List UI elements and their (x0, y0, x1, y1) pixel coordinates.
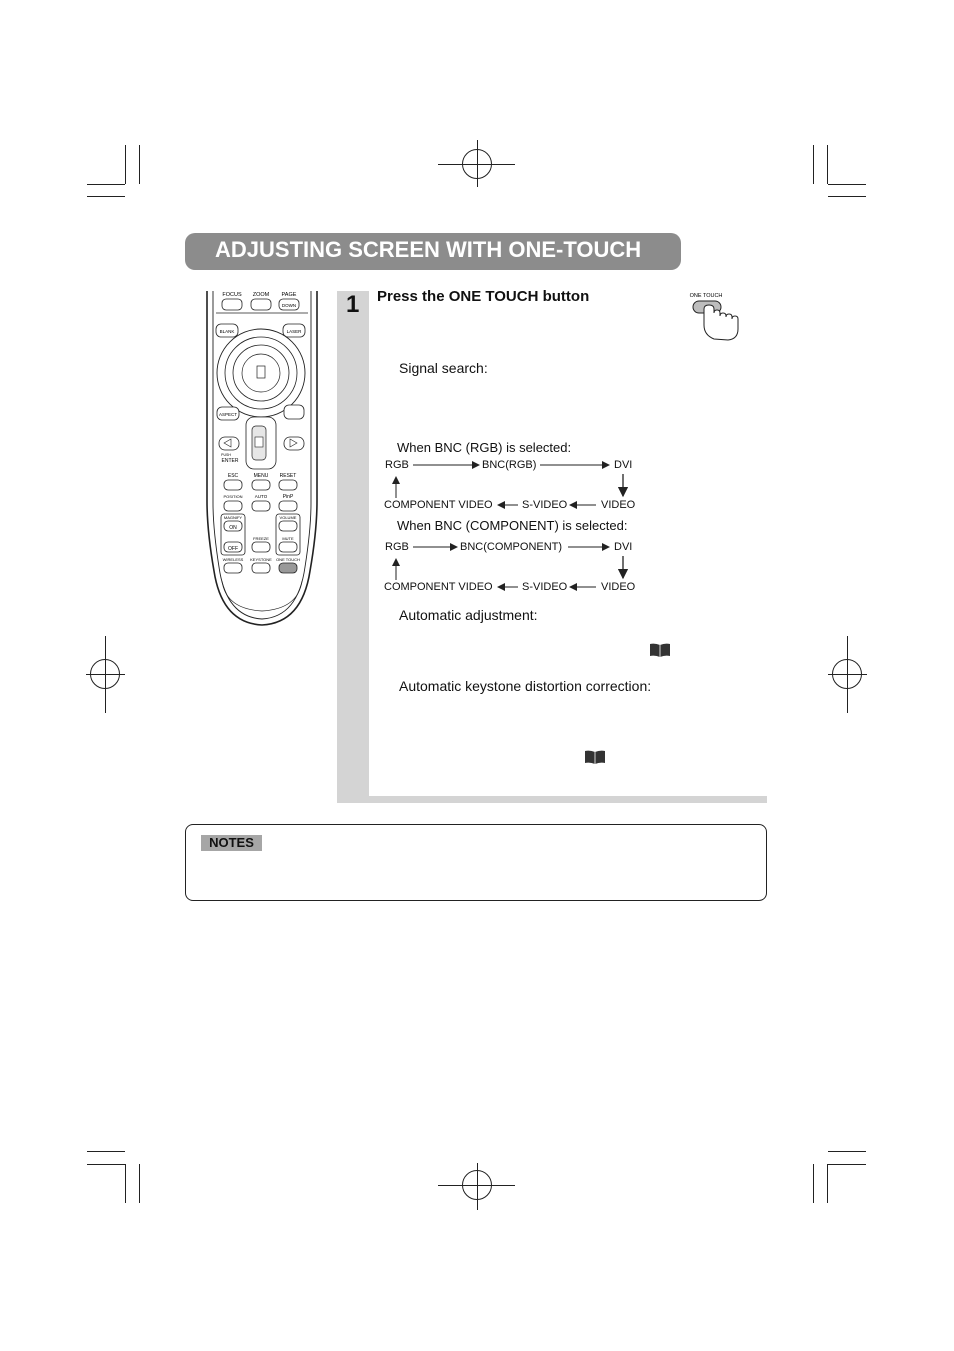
bnc-component-heading: When BNC (COMPONENT) is selected: (397, 518, 628, 533)
wireless-label: WIRELESS (222, 557, 244, 562)
blank-label: BLANK (219, 329, 235, 334)
esc-label: ESC (227, 473, 239, 479)
page-title: ADJUSTING SCREEN WITH ONE-TOUCH (215, 237, 642, 262)
flow2-svideo-label: S-VIDEO (522, 581, 568, 593)
position-label: POSITION (223, 494, 243, 499)
mute-label: MUTE (282, 536, 294, 541)
crop-mark (827, 145, 828, 184)
registration-mark (477, 1163, 478, 1210)
crop-mark (125, 145, 126, 184)
flow-video-label: VIDEO (601, 499, 636, 511)
reset-label: RESET (279, 473, 297, 479)
crop-mark (828, 196, 866, 197)
signal-search-heading: Signal search: (399, 360, 488, 376)
down-label: DOWN (281, 303, 297, 308)
flow2-bnc-component-label: BNC(COMPONENT) (460, 541, 563, 553)
book-reference-icon (649, 643, 671, 657)
flow-dvi-label: DVI (614, 459, 633, 471)
bnc-rgb-heading: When BNC (RGB) is selected: (397, 440, 572, 455)
on-label: ON (229, 525, 237, 531)
step-number: 1 (346, 291, 360, 318)
crop-mark (87, 196, 125, 197)
crop-mark (828, 1151, 866, 1152)
crop-mark (87, 1164, 125, 1165)
flow-arrows-component (380, 537, 650, 597)
laser-label: LASER (286, 329, 302, 334)
automatic-adjustment-heading: Automatic adjustment: (399, 607, 538, 623)
crop-mark (828, 184, 866, 185)
flow-rgb-label: RGB (385, 459, 409, 471)
book-reference-icon (584, 750, 606, 764)
crop-mark (813, 145, 814, 184)
flow-svideo-label: S-VIDEO (522, 499, 568, 511)
freeze-label: FREEZE (253, 536, 269, 541)
off-label: OFF (228, 546, 238, 552)
one-touch-button-illustration (688, 289, 744, 343)
crop-mark (827, 1164, 828, 1203)
crop-mark (125, 1164, 126, 1203)
flow-component-label: COMPONENT VIDEO (384, 499, 493, 511)
step-heading: Press the ONE TOUCH button (377, 288, 590, 305)
zoom-label: ZOOM (252, 292, 270, 298)
flow2-video-label: VIDEO (601, 581, 636, 593)
registration-mark (847, 636, 848, 713)
enter-label: ENTER (221, 458, 239, 464)
registration-mark (477, 140, 478, 187)
flow-bnc-rgb-label: BNC(RGB) (482, 459, 537, 471)
auto-label: AUTO (254, 494, 268, 499)
crop-mark (139, 145, 140, 184)
crop-mark (139, 1164, 140, 1203)
menu-label: MENU (253, 473, 269, 479)
volume-label: VOLUME (279, 515, 297, 520)
magnify-label: MAGNIFY (223, 515, 243, 520)
notes-box (185, 824, 767, 901)
flow-arrows-rgb (380, 455, 650, 515)
flow2-rgb-label: RGB (385, 541, 409, 553)
keystone-label: KEYSTONE (250, 557, 272, 562)
registration-mark (105, 636, 106, 713)
crop-mark (87, 184, 125, 185)
keystone-correction-heading: Automatic keystone distortion correction: (399, 678, 652, 694)
page-label: PAGE (281, 292, 297, 298)
crop-mark (87, 1151, 125, 1152)
one-touch-button-label: ONE TOUCH (689, 293, 723, 299)
focus-label: FOCUS (222, 292, 242, 298)
crop-mark (828, 1164, 866, 1165)
crop-mark (813, 1164, 814, 1203)
one-touch-label: ONE TOUCH (276, 557, 300, 562)
flow2-dvi-label: DVI (614, 541, 633, 553)
aspect-label: ASPECT (218, 412, 238, 417)
pinp-label: PinP (282, 494, 294, 500)
push-label: PUSH (221, 453, 231, 457)
notes-label: NOTES (201, 835, 262, 851)
remote-control-illustration (204, 291, 320, 627)
flow2-component-label: COMPONENT VIDEO (384, 581, 493, 593)
